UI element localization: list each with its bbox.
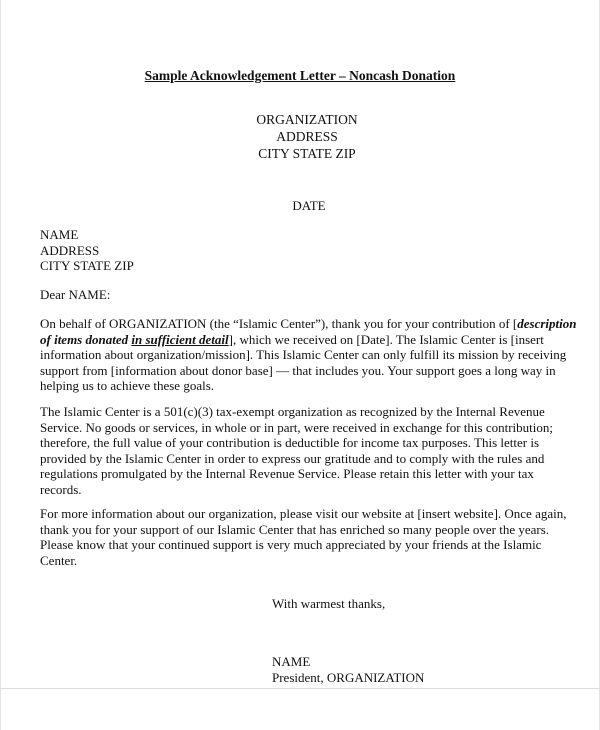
signature-block <box>272 654 424 686</box>
closing-line: With warmest thanks, <box>272 596 386 611</box>
org-city-state-zip: CITY STATE ZIP <box>258 146 356 161</box>
paragraph-line <box>40 316 580 332</box>
recipient-address: ADDRESS <box>40 242 100 258</box>
signer-title: President, ORGANIZATION <box>272 670 425 685</box>
text-run: ], which we received on [Date]. The Islamic Center is [insert <box>228 331 544 347</box>
paragraph-line: therefore, the full value of your contribution is deductible for income tax purposes. This letter is <box>40 435 540 450</box>
paragraph-thanks <box>40 316 580 394</box>
placeholder-emphasis-underlined: in sufficient detail <box>131 331 229 347</box>
recipient-name: NAME <box>40 227 79 242</box>
signer-name: NAME <box>272 654 311 669</box>
paragraph-line: Please know that your continued support is very much appreciated by your friends at the Islamic <box>40 537 542 552</box>
paragraph-line: helping us to achieve these goals. <box>40 378 215 393</box>
paragraph-line: regulations promulgated by the Internal Revenue Service. Please retain this letter with your tax <box>40 466 534 481</box>
recipient-block <box>40 227 134 274</box>
letter-date: DATE <box>292 198 326 213</box>
salutation: Dear NAME: <box>40 287 111 302</box>
placeholder-emphasis: description <box>517 316 577 331</box>
recipient-city-state-zip: CITY STATE ZIP <box>40 258 134 273</box>
org-name: ORGANIZATION <box>256 112 358 127</box>
placeholder-emphasis: of items donated <box>40 331 132 347</box>
letter-title: Sample Acknowledgement Letter – Noncash Donation <box>144 68 456 83</box>
org-address: ADDRESS <box>276 129 338 144</box>
paragraph-line: Service. No goods or services, in whole or in part, were received in exchange for this contribution; <box>40 419 553 435</box>
page-bottom-rule <box>0 688 600 689</box>
paragraph-more-info <box>40 506 580 568</box>
paragraph-line: information about organization/mission]. This Islamic Center can only fulfill its mission by receiving <box>40 347 567 362</box>
paragraph-line: Center. <box>40 552 78 568</box>
paragraph-line: thank you for your support of our Islamic Center that has enriched so many people over the years. <box>40 521 550 537</box>
organization-header <box>0 111 600 162</box>
paragraph-line: The Islamic Center is a 501(c)(3) tax-exempt organization as recognized by the Internal Revenue <box>40 404 545 419</box>
paragraph-line <box>40 332 580 348</box>
text-run: On behalf of ORGANIZATION (the “Islamic Center”), thank you for your contribution of [ <box>40 316 518 331</box>
paragraph-line: provided by the Islamic Center in order to express our gratitude and to comply with the rules and <box>40 450 545 466</box>
paragraph-line: support from [information about donor base] — that includes you. Your support goes a long way in <box>40 362 556 378</box>
paragraph-tax-status <box>40 404 580 497</box>
paragraph-line: records. <box>40 481 82 497</box>
paragraph-line: For more information about our organization, please visit our website at [insert website]. Once again, <box>40 506 567 521</box>
